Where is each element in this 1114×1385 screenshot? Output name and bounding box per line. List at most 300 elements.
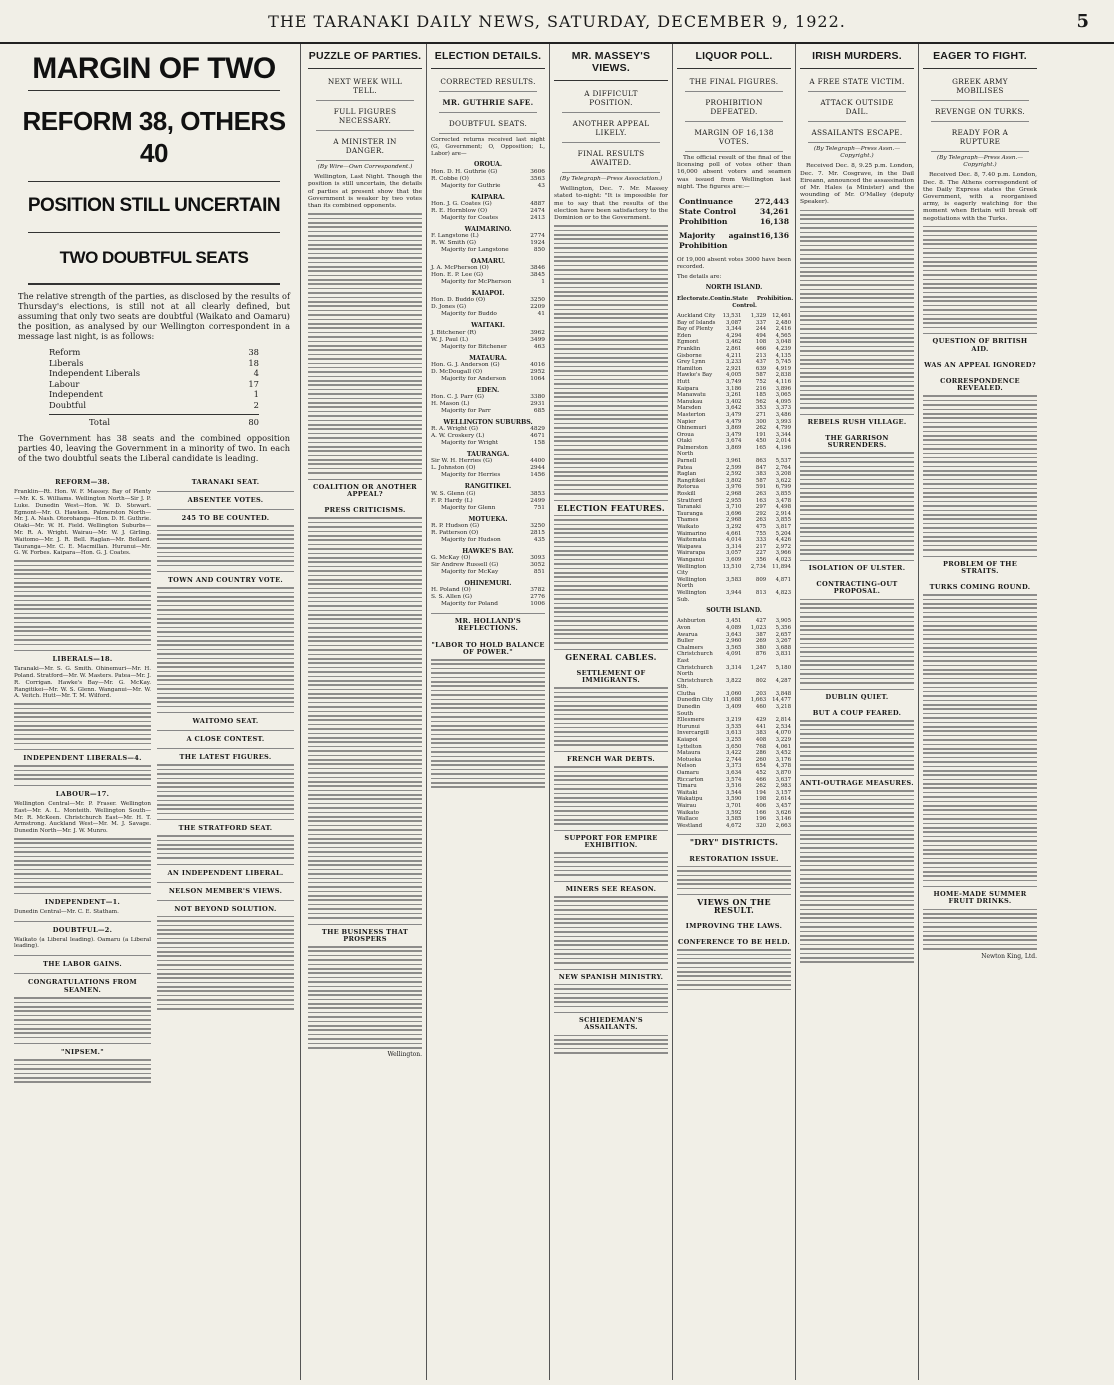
deck: GREEK ARMY MOBILISES <box>931 74 1029 101</box>
intro-note: Corrected returns received last night (G, Government; O, Opposition; L, Labor) are— <box>431 137 545 157</box>
masthead-title: THE TARANAKI DAILY NEWS, SATURDAY, DECEMBER 9, 1922. <box>268 11 846 31</box>
electorate-name: RANGITIKEI. <box>464 483 512 491</box>
candidate-row: W. J. Paul (L) 3499 <box>431 336 545 343</box>
poll-totals <box>679 197 789 251</box>
poll-majority: Majority against Prohibition 16,136 <box>679 231 789 251</box>
table-row: Invercargill 3,613 383 4,070 <box>677 730 791 737</box>
byline: (By Wire—Own Correspondent.) <box>317 164 413 170</box>
majority-row: Majority for Poland 1006 <box>441 601 545 608</box>
candidate-row: R. P. Hudson (G) 3250 <box>431 522 545 529</box>
column-heading: IRISH MURDERS. <box>800 44 914 69</box>
deck: MARGIN OF 16,138 VOTES. <box>685 125 783 152</box>
section-heading: CONFERENCE TO BE HELD. <box>678 937 790 946</box>
table-row: Tauranga 3,696 292 2,914 <box>677 510 791 517</box>
news-columns <box>304 44 1110 1380</box>
table-row: Riccarton 3,574 466 3,637 <box>677 776 791 783</box>
details-label: The details are: <box>677 273 722 280</box>
electorate-name: OHINEMURI. <box>464 580 512 588</box>
table-row: Christchurch East 4,091 876 3,831 <box>677 651 791 664</box>
table-row: Mataura 3,422 286 3,452 <box>677 750 791 757</box>
lead-paragraph: Wellington, Dec. 7. Mr. Massey stated to-night: "It is impossible for me to say that the results of the election have been satisfactory to the Dominion or to the Government. <box>554 186 668 222</box>
majority-row: Majority for Coates 2413 <box>441 214 545 221</box>
deck: CORRECTED RESULTS. <box>439 74 537 92</box>
counted-heading: 245 TO BE COUNTED. <box>157 509 294 522</box>
table-row: Kaiapoi 3,255 408 3,229 <box>677 737 791 744</box>
divider <box>28 90 280 91</box>
section-heading: "LABOR TO HOLD BALANCE OF POWER." <box>431 640 545 656</box>
signoff: Wellington. <box>387 1051 422 1059</box>
deck: ASSAILANTS ESCAPE. <box>808 125 906 143</box>
table-row: Waitaki 3,544 194 3,157 <box>677 789 791 796</box>
table-row: Palmerston North 3,869 165 4,196 <box>677 444 791 458</box>
labour-heading: LABOUR—17. <box>14 785 151 798</box>
nelson-heading: NELSON MEMBER'S VIEWS. <box>157 882 294 895</box>
lead-paragraph: Received Dec. 8, 9.25 p.m. London, Dec. 7. Mr. Cosgrave, in the Dail Eireann, announced the assassination of Mr. Hales (a Minister) and the wounding of Mr. O'Malley (deputy Speaker). <box>800 163 914 206</box>
candidate-row: R. A. Wright (G) 4829 <box>431 426 545 433</box>
table-row: Buller 2,960 269 3,267 <box>677 638 791 645</box>
electorate-block <box>431 580 545 608</box>
table-row: Waipawa 3,314 217 2,972 <box>677 543 791 550</box>
text-filler <box>923 395 1037 550</box>
table-row: Franklin 2,861 466 4,239 <box>677 345 791 352</box>
table-row: Chalmers 3,565 380 3,688 <box>677 644 791 651</box>
section-heading: HOME-MADE SUMMER FRUIT DRINKS. <box>923 886 1037 905</box>
candidate-row: R. W. Smith (G) 1924 <box>431 240 545 246</box>
electorate-name: EDEN. <box>476 386 500 394</box>
table-row: Waimarino 4,661 755 5,204 <box>677 530 791 537</box>
table-row: Clutha 3,060 203 3,848 <box>677 690 791 697</box>
divider <box>28 232 280 233</box>
electorate-block <box>431 258 545 286</box>
lead-paragraph: Wellington, Last Night. Though the position is still uncertain, the details of parties at present show that the Government is weaker by two votes than its combined opponents. <box>308 174 422 210</box>
table-row: Hurunui 3,535 441 2,534 <box>677 723 791 730</box>
table-row: Napier 4,479 300 3,993 <box>677 418 791 425</box>
electorate-name: KAIAPOI. <box>471 290 505 298</box>
nipsem-heading: "NIPSEM." <box>14 1043 151 1056</box>
headline-margin: MARGIN OF TWO <box>32 52 276 85</box>
candidate-row: S. S. Allen (G) 2776 <box>431 594 545 601</box>
section-heading: RESTORATION ISSUE. <box>689 854 779 863</box>
section-heading: VIEWS ON THE RESULT. <box>677 894 791 913</box>
electorate-name: WAITAKI. <box>471 322 505 330</box>
deck: PROHIBITION DEFEATED. <box>685 95 783 122</box>
column-massey-views <box>550 44 673 1380</box>
candidate-row: Hon. C. J. Parr (G) 3380 <box>431 394 545 401</box>
table-row: Dunedin South 3,409 460 3,218 <box>677 704 791 717</box>
section-heading: SUPPORT FOR EMPIRE EXHIBITION. <box>554 830 668 849</box>
table-row: Wairau 3,701 406 3,457 <box>677 802 791 809</box>
candidate-row: G. McKay (O) 3093 <box>431 555 545 562</box>
candidate-row: Sir Andrew Russell (G) 3052 <box>431 562 545 569</box>
lead-paragraph: The official result of the final of the licensing poll of votes other than 16,000 absent voters and seamen was issued from Wellington last night. The figures are:— <box>677 155 791 190</box>
electorate-name: MOTUEKA. <box>468 515 508 523</box>
section-heading: CONTRACTING-OUT PROPOSAL. <box>816 580 898 596</box>
text-filler <box>14 997 151 1038</box>
section-heading: WAS AN APPEAL IGNORED? <box>924 360 1036 369</box>
text-filler <box>923 594 1037 881</box>
close-contest-heading: A CLOSE CONTEST. <box>157 730 294 743</box>
deck: THE FINAL FIGURES. <box>685 74 783 92</box>
result-row: Independent Liberals 4 <box>49 368 259 379</box>
text-filler <box>14 765 151 780</box>
text-filler <box>677 949 791 990</box>
reform-heading: REFORM—38. <box>55 478 110 487</box>
text-filler <box>157 587 294 707</box>
lead-paragraph: The relative strength of the parties, as disclosed by the results of Thursday's elections, is still not at all clearly defined, but assuming that only two seats are doubtful (Waikato and Oamaru) the position, as analysed by our Wellington correspondent in a message last night, is as follows: <box>18 291 290 341</box>
text-filler <box>14 703 151 744</box>
majority-row: Majority for Hudson 435 <box>441 536 545 543</box>
column-heading: MR. MASSEY'S VIEWS. <box>554 44 668 81</box>
candidate-row: W. S. Glenn (G) 3853 <box>431 490 545 497</box>
majority-row: Majority for Parr 685 <box>441 408 545 415</box>
not-solution-heading: NOT BEYOND SOLUTION. <box>157 900 294 913</box>
table-row: Manawatu 3,261 185 3,065 <box>677 392 791 399</box>
divider <box>28 181 280 182</box>
section-heading: THE BUSINESS THAT PROSPERS <box>308 924 422 943</box>
table-row: Oamaru 3,634 452 3,870 <box>677 770 791 776</box>
deck: ANOTHER APPEAL LIKELY. <box>562 116 660 143</box>
independent-text: Dunedin Central—Mr. C. E. Statham. <box>14 908 119 915</box>
candidate-row: Hon. D. H. Guthrie (G) 3606 <box>431 168 545 175</box>
table-row: Wairarapa 3,057 227 3,966 <box>677 550 791 557</box>
electorate-block <box>431 290 545 318</box>
majority-row: Majority for Guthrie 43 <box>441 182 545 189</box>
text-filler <box>800 599 914 684</box>
electorate-block <box>431 483 545 511</box>
candidate-row: R. Patterson (O) 2815 <box>431 529 545 536</box>
result-row: Independent 1 <box>49 389 259 400</box>
table-row: Nelson 3,373 654 4,378 <box>677 763 791 770</box>
deck: DOUBTFUL SEATS. <box>439 116 537 134</box>
table-row: Westland 4,672 320 2,663 <box>677 822 791 829</box>
result-row: Labour 17 <box>49 378 259 389</box>
section-heading: PROBLEM OF THE STRAITS. <box>923 556 1037 575</box>
table-row: Otaki 3,674 450 2,014 <box>677 438 791 445</box>
section-heading: TURKS COMING ROUND. <box>929 583 1031 592</box>
table-row: Wellington Sub. 3,944 813 4,823 <box>677 589 791 603</box>
candidate-row: R. E. Hornblow (O) 2474 <box>431 207 545 214</box>
divider <box>28 283 280 285</box>
independent-heading: INDEPENDENT—1. <box>14 893 151 906</box>
table-row: Dunedin City 11,688 1,663 14,477 <box>677 697 791 704</box>
section-heading: MINERS SEE REASON. <box>554 881 668 893</box>
absent-note: Of 19,000 absent votes 3000 have been recorded. <box>677 257 791 270</box>
text-filler <box>800 452 914 555</box>
text-filler <box>308 213 422 474</box>
text-filler <box>157 525 294 566</box>
text-filler <box>923 226 1037 329</box>
column-election-details <box>427 44 550 1380</box>
table-row: Auckland City 13,531 1,329 12,461 <box>677 313 791 320</box>
lead-paragraph: Received Dec. 8, 7.40 p.m. London, Dec. 8. The Athens correspondent of the Daily Express states the Greek Government, with a reorganised army, is eagerly watching for the moment when Britain will break off negotiations with the Turks. <box>923 172 1037 222</box>
table-row: Bay of Plenty 3,344 244 2,416 <box>677 326 791 333</box>
masthead <box>0 0 1114 44</box>
majority-row: Majority for Anderson 1064 <box>441 375 545 382</box>
text-filler <box>554 766 668 825</box>
majority-row: Majority for Langstone 850 <box>441 247 545 253</box>
text-filler <box>554 896 668 963</box>
party-list-column <box>157 469 294 1086</box>
table-row: Kaipara 3,186 216 3,896 <box>677 385 791 392</box>
text-filler <box>14 838 151 888</box>
candidate-row: D. McDougall (O) 2952 <box>431 368 545 375</box>
deck: MR. GUTHRIE SAFE. <box>439 95 537 113</box>
electorate-block <box>431 419 545 447</box>
table-row: Awarua 3,643 387 2,657 <box>677 631 791 638</box>
candidate-row: D. Jones (G) 2209 <box>431 304 545 311</box>
doubtful-text: Waikato (a Liberal leading). Oamaru (a Liberal leading). <box>14 936 151 950</box>
section-heading: REBELS RUSH VILLAGE. <box>800 414 914 426</box>
electorate-block <box>431 548 545 576</box>
table-row: Stratford 2,955 163 3,478 <box>677 497 791 504</box>
deck: REVENGE ON TURKS. <box>931 104 1029 122</box>
section-heading: PRESS CRITICISMS. <box>324 506 406 515</box>
labor-gains-heading: THE LABOR GAINS. <box>14 955 151 968</box>
page-number: 5 <box>1076 10 1090 32</box>
region-heading: SOUTH ISLAND. <box>706 607 762 615</box>
electorate-results <box>431 161 545 608</box>
candidate-row: F. P. Hardy (L) 2499 <box>431 497 545 504</box>
section-heading: THE GARRISON SURRENDERS. <box>825 434 889 450</box>
table-row: Waikato 3,292 475 3,817 <box>677 524 791 531</box>
table-row: Egmont 3,462 108 3,048 <box>677 339 791 346</box>
headline-position: POSITION STILL UNCERTAIN <box>27 195 281 216</box>
text-filler <box>800 720 914 770</box>
candidate-row: F. Langstone (L) 2774 <box>431 233 545 239</box>
candidate-row: R. Cobbe (O) 3563 <box>431 175 545 182</box>
waitomo-heading: WAITOMO SEAT. <box>157 712 294 725</box>
candidate-row: Hon. G. J. Anderson (G) 4016 <box>431 361 545 368</box>
poll-row: State Control 34,261 <box>679 207 789 217</box>
text-filler <box>157 835 294 859</box>
electorate-name: MATAURA. <box>469 354 507 362</box>
candidate-row: A. W. Croskery (L) 4671 <box>431 433 545 440</box>
stratford-seat-heading: THE STRATFORD SEAT. <box>157 819 294 832</box>
text-filler <box>923 909 1037 950</box>
table-row: Masterton 3,479 271 3,486 <box>677 411 791 418</box>
table-row: Oroua 3,479 191 3,344 <box>677 431 791 438</box>
section-heading: QUESTION OF BRITISH AID. <box>923 333 1037 352</box>
column-irish-murders <box>796 44 919 1380</box>
table-row: Rotorua 3,976 591 6,799 <box>677 484 791 491</box>
table-row: Wanganui 3,609 356 4,023 <box>677 556 791 563</box>
table-row: Christchurch Sth. 3,822 802 4,287 <box>677 677 791 691</box>
electorate-name: OROUA. <box>473 161 503 169</box>
lead-story <box>8 44 301 1380</box>
text-filler <box>677 866 791 890</box>
candidate-row: Sir W. H. Herries (G) 4400 <box>431 458 545 465</box>
table-row: Taranaki 3,710 297 4,498 <box>677 504 791 511</box>
electorate-block <box>431 355 545 383</box>
result-total: Total 80 <box>49 414 259 428</box>
table-row: Timaru 3,516 262 2,983 <box>677 783 791 790</box>
section-heading: "DRY" DISTRICTS. <box>677 834 791 846</box>
majority-row: Majority for Glenn 751 <box>441 504 545 511</box>
majority-row: Majority for Buddo 41 <box>441 311 545 318</box>
text-filler <box>554 852 668 876</box>
indep-liberal-heading: AN INDEPENDENT LIBERAL. <box>157 864 294 877</box>
section-heading: GENERAL CABLES. <box>554 649 668 661</box>
deck: READY FOR A RUPTURE <box>931 125 1029 152</box>
candidate-row: L. Johnston (O) 2944 <box>431 465 545 472</box>
table-row: Rangitikei 3,802 587 3,622 <box>677 477 791 484</box>
absentee-heading: ABSENTEE VOTES. <box>157 491 294 504</box>
electorate-name: WELLINGTON SUBURBS. <box>443 419 533 427</box>
byline: (By Telegraph—Press Assn.—Copyright.) <box>936 155 1024 169</box>
text-filler <box>157 764 294 814</box>
column-heading: LIQUOR POLL. <box>677 44 791 69</box>
section-heading: CORRESPONDENCE REVEALED. <box>940 377 1020 393</box>
table-row: Parnell 3,961 863 5,537 <box>677 458 791 465</box>
table-row: Hawke's Bay 4,005 587 2,838 <box>677 372 791 379</box>
section-heading: DUBLIN QUIET. <box>800 689 914 701</box>
south-island-table <box>677 618 791 829</box>
table-row: Patea 2,599 847 2,764 <box>677 464 791 471</box>
text-filler <box>14 560 151 645</box>
poll-row: Continuance 272,443 <box>679 197 789 207</box>
table-row: Manukau 3,402 562 4,095 <box>677 398 791 405</box>
party-list-column <box>14 469 151 1086</box>
table-row: Hamilton 2,921 639 4,919 <box>677 365 791 372</box>
deck: ATTACK OUTSIDE DAIL. <box>808 95 906 122</box>
region-heading: NORTH ISLAND. <box>705 284 763 292</box>
table-row: Eden 4,294 494 4,565 <box>677 332 791 339</box>
electorate-block <box>431 161 545 189</box>
majority-row: Majority for Wright 158 <box>441 440 545 447</box>
indlib-heading: INDEPENDENT LIBERALS—4. <box>14 749 151 762</box>
poll-row: Prohibition 16,138 <box>679 217 789 227</box>
table-row: Lyttelton 3,650 768 4,061 <box>677 743 791 750</box>
table-row: Thames 2,968 263 3,855 <box>677 517 791 524</box>
text-filler <box>308 946 422 1049</box>
table-row: Motueka 2,744 260 3,176 <box>677 756 791 763</box>
deck: A DIFFICULT POSITION. <box>562 86 660 113</box>
section-heading: SCHIEDEMAN'S ASSAILANTS. <box>554 1012 668 1031</box>
table-row: Avon 4,089 1,023 5,356 <box>677 624 791 631</box>
byline: (By Telegraph—Press Association.) <box>559 176 663 182</box>
text-filler <box>800 790 914 963</box>
electorate-name: OAMARU. <box>471 258 505 265</box>
candidate-row: Hon. D. Buddo (O) 3250 <box>431 297 545 304</box>
text-filler <box>157 916 294 1010</box>
text-filler <box>554 515 668 644</box>
reform-list: Franklin—Rt. Hon. W. F. Massey. Bay of Plenty—Mr. K. S. Williams. Wellington North—Sir J. P. Luke. Dunedin West—Hon. W. D. Stewart. Egmont—Mr. O. Hawken. Palmerston North—Mr. J. A. Nash. Otorohanga—Hon. D. H. Guthrie. Otaki—Mr. W. H. Field. Wellington Suburbs—Mr. R. A. Wright. Wairau—Mr. W. J. Girling. Waitomo—Mr. J. R. Bell. Raglan—Mr. Bollard. Tauranga—Mr. C. E. Macmillan. Hurunui—Mr. G. W. Forbes. Kaipara—Hon. G. J. Coates. <box>14 489 151 557</box>
doubtful-heading: DOUBTFUL—2. <box>14 921 151 934</box>
liberals-list: Taranaki—Mr. S. G. Smith. Ohinemuri—Mr. H. Poland. Stratford—Mr. W. Masters. Patea—Mr. J. R. Corrigan. Hawke's Bay—Mr. G. McKay. Rangitikei—Mr. W. S. Glenn. Wanganui—Mr. W. A. Veitch. Hutt—Mr. T. M. Wilford. <box>14 666 151 700</box>
column-liquor-poll <box>673 44 796 1380</box>
party-lists <box>8 469 300 1086</box>
deck: A FREE STATE VICTIM. <box>808 74 906 92</box>
table-row: Grey Lynn 3,233 437 5,745 <box>677 359 791 366</box>
section-heading: SETTLEMENT OF IMMIGRANTS. <box>576 668 646 685</box>
electorate-name: KAIPARA. <box>471 193 505 201</box>
table-row: Wellington North 3,583 809 4,871 <box>677 576 791 590</box>
result-row: Doubtful 2 <box>49 399 259 410</box>
table-row: Roskill 2,968 263 3,855 <box>677 491 791 498</box>
table-header: Electorate. Contin. State Control. Prohibition. <box>677 295 794 309</box>
candidate-row: Hon. E. P. Lee (G) 3845 <box>431 272 545 279</box>
candidate-row: H. Mason (L) 2931 <box>431 401 545 408</box>
section-heading: IMPROVING THE LAWS. <box>685 921 783 930</box>
headline-reform: REFORM 38, OTHERS 40 <box>22 106 286 168</box>
advertiser: Newton King, Ltd. <box>981 952 1037 960</box>
text-filler <box>554 687 668 746</box>
result-row: Reform 38 <box>49 347 259 357</box>
town-country-heading: TOWN AND COUNTRY VOTE. <box>157 571 294 584</box>
majority-row: Majority for McKay 851 <box>441 569 545 576</box>
majority-row: Majority for Bitchener 463 <box>441 343 545 350</box>
congrats-heading: CONGRATULATIONS FROM SEAMEN. <box>14 973 151 994</box>
summary-paragraph: The Government has 38 seats and the combined opposition parties 40, leaving the Government in a minority of two. In each of the two doubtful seats the Liberal candidate is leading. <box>18 433 290 464</box>
table-row: Marsden 3,642 353 3,373 <box>677 405 791 412</box>
headline-doubtful: TWO DOUBTFUL SEATS <box>59 248 249 267</box>
table-row: Wakatipu 3,590 198 2,614 <box>677 796 791 803</box>
section-heading: NEW SPANISH MINISTRY. <box>554 969 668 981</box>
electorate-block <box>431 194 545 222</box>
text-filler <box>308 517 422 918</box>
latest-figures-heading: THE LATEST FIGURES. <box>157 748 294 761</box>
candidate-row: H. Poland (O) 3782 <box>431 587 545 594</box>
table-row: Bay of Islands 3,087 337 2,480 <box>677 319 791 326</box>
taranaki-seat-heading: TARANAKI SEAT. <box>191 478 260 487</box>
table-row: Waikato 3,592 166 3,626 <box>677 809 791 816</box>
labour-list: Wellington Central—Mr. P. Fraser. Wellington East—Mr. A. L. Monteith. Wellington South—Mr. R. McKeen. Christchurch East—Mr. H. T. Armstrong. Auckland West—Mr. M. J. Savage. Dunedin North—Mr. J. W. Munro. <box>14 801 151 835</box>
table-row: Wallace 3,585 196 3,146 <box>677 816 791 823</box>
results-table <box>49 347 259 427</box>
deck: A MINISTER IN DANGER. <box>316 134 414 161</box>
candidate-row: Hon. J. G. Coates (G) 4887 <box>431 200 545 207</box>
section-heading: ANTI-OUTRAGE MEASURES. <box>800 775 914 787</box>
candidate-row: J. A. McPherson (O) 3846 <box>431 265 545 272</box>
deck: FULL FIGURES NECESSARY. <box>316 104 414 131</box>
north-island-table <box>677 313 791 603</box>
electorate-block <box>431 451 545 479</box>
section-heading: ELECTION FEATURES. <box>554 500 668 512</box>
result-row: Liberals 18 <box>49 357 259 368</box>
candidate-row: J. Bitchener (R) 3962 <box>431 329 545 336</box>
table-row: Ashburton 3,451 427 3,905 <box>677 618 791 625</box>
electorate-name: WAIMARINO. <box>464 225 512 233</box>
column-heading: ELECTION DETAILS. <box>431 44 545 69</box>
liberals-heading: LIBERALS—18. <box>14 650 151 663</box>
table-row: Ellesmere 3,219 429 2,814 <box>677 717 791 724</box>
majority-row: Majority for McPherson 1 <box>441 279 545 286</box>
electorate-name: HAWKE'S BAY. <box>462 547 514 555</box>
electorate-block <box>431 322 545 350</box>
deck: NEXT WEEK WILL TELL. <box>316 74 414 101</box>
table-row: Gisborne 4,211 213 4,135 <box>677 352 791 359</box>
table-row: Christchurch North 3,314 1,247 5,180 <box>677 664 791 678</box>
section-heading: FRENCH WAR DEBTS. <box>554 751 668 763</box>
text-filler <box>800 210 914 409</box>
table-row: Ohinemuri 3,869 262 4,799 <box>677 425 791 432</box>
table-row: Raglan 2,592 383 3,208 <box>677 471 791 478</box>
text-filler <box>431 659 545 788</box>
table-row: Hutt 3,749 752 4,116 <box>677 378 791 385</box>
section-heading: ISOLATION OF ULSTER. <box>800 560 914 572</box>
column-eager-to-fight <box>919 44 1041 1380</box>
section-heading: MR. HOLLAND'S REFLECTIONS. <box>431 613 545 632</box>
column-heading: EAGER TO FIGHT. <box>923 44 1037 69</box>
text-filler <box>14 1059 151 1083</box>
byline: (By Telegraph—Press Assn.—Copyright.) <box>813 146 901 160</box>
electorate-block <box>431 387 545 415</box>
table-row: Wellington City 13,510 2,734 11,894 <box>677 563 791 577</box>
section-heading: BUT A COUP FEARED. <box>812 708 902 717</box>
electorate-name: TAURANGA. <box>466 451 510 459</box>
column-heading: PUZZLE OF PARTIES. <box>308 44 422 69</box>
section-heading: COALITION OR ANOTHER APPEAL? <box>308 479 422 498</box>
